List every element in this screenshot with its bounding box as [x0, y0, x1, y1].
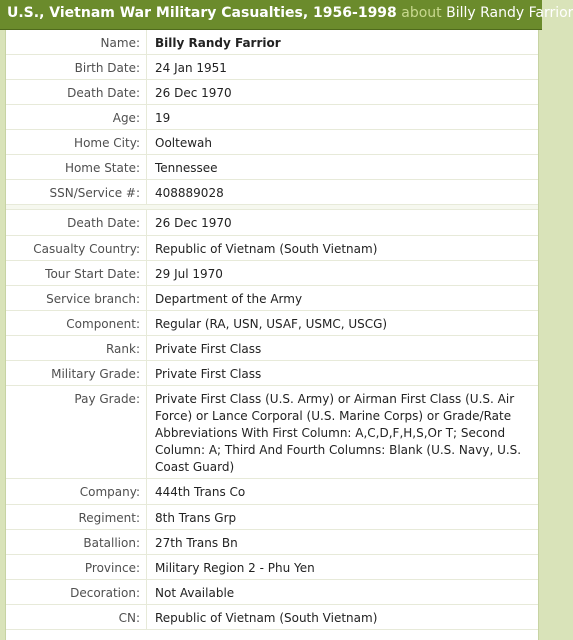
field-value: Regular (RA, USN, USAF, USMC, USCG) — [146, 311, 538, 335]
field-value: 26 Dec 1970 — [146, 210, 538, 235]
field-label: Component: — [66, 317, 140, 331]
field-row-home-state — [6, 155, 538, 180]
field-value: Department of the Army — [146, 286, 538, 310]
field-value: 19 — [146, 105, 538, 129]
field-label: Pay Grade: — [74, 392, 140, 406]
field-row-regiment — [6, 505, 538, 530]
field-value: Billy Randy Farrior — [146, 30, 538, 54]
field-value: 29 Jul 1970 — [146, 261, 538, 285]
field-value: 408889028 — [146, 180, 538, 204]
field-row-name — [6, 30, 538, 55]
field-label: Province: — [84, 561, 140, 575]
field-value: 24 Jan 1951 — [146, 55, 538, 79]
field-label: Batallion: — [83, 536, 140, 550]
field-row-province — [6, 555, 538, 580]
field-row-military-grade — [6, 361, 538, 386]
field-label: Casualty Country: — [33, 242, 140, 256]
field-value: Ooltewah — [146, 130, 538, 154]
field-value: Tennessee — [146, 155, 538, 179]
field-label: Age: — [112, 111, 140, 125]
field-row-decoration — [6, 580, 538, 605]
field-label: Service branch: — [46, 292, 140, 306]
field-row-casualty-country — [6, 236, 538, 261]
field-label: Home State: — [64, 161, 140, 175]
field-row-tour-start-date — [6, 261, 538, 286]
field-label: CN: — [118, 611, 140, 625]
field-label: Tour Start Date: — [45, 267, 140, 281]
field-value: 27th Trans Bn — [146, 530, 538, 554]
field-label: Decoration: — [70, 586, 140, 600]
field-row-home-city — [6, 130, 538, 155]
about-label: about — [401, 5, 442, 21]
collection-title[interactable]: U.S., Vietnam War Military Casualties, 1956-1998 — [7, 5, 397, 21]
field-value: 26 Dec 1970 — [146, 80, 538, 104]
person-name-heading: Billy Randy Farrior — [446, 5, 573, 21]
field-value: Private First Class — [146, 361, 538, 385]
field-label: Company: — [79, 485, 140, 499]
field-row-age — [6, 105, 538, 130]
field-label: Rank: — [105, 342, 140, 356]
field-row-death-date — [6, 80, 538, 105]
field-row-cn — [6, 605, 538, 630]
field-row-company — [6, 479, 538, 505]
field-row-batallion — [6, 530, 538, 555]
field-value: Republic of Vietnam (South Vietnam) — [146, 605, 538, 629]
field-value: 444th Trans Co — [146, 479, 538, 504]
field-label: Death Date: — [67, 216, 140, 230]
field-row-birth-date — [6, 55, 538, 80]
field-row-death-date — [6, 210, 538, 236]
field-label: Military Grade: — [51, 367, 140, 381]
field-value: Republic of Vietnam (South Vietnam) — [146, 236, 538, 260]
personal-info-section — [6, 30, 538, 205]
field-row-ssn-service — [6, 180, 538, 205]
field-row-rank — [6, 336, 538, 361]
field-label: Name: — [100, 36, 140, 50]
field-value: Private First Class — [146, 336, 538, 360]
field-label: Birth Date: — [74, 61, 140, 75]
field-label: Home City: — [74, 136, 140, 150]
field-label: Death Date: — [67, 86, 140, 100]
field-value: Not Available — [146, 580, 538, 604]
field-value: 8th Trans Grp — [146, 505, 538, 529]
field-row-pay-grade — [6, 386, 538, 479]
field-row-service-branch — [6, 286, 538, 311]
record-details-table — [5, 30, 539, 640]
field-row-component — [6, 311, 538, 336]
field-label: SSN/Service #: — [49, 186, 140, 200]
field-value: Private First Class (U.S. Army) or Airman First Class (U.S. Air Force) or Lance Corporal (U.S. Marine Corps) or Grade/Rate Abbreviations With First Column: A,C,D,F,H,S,Or T; Second Column: A; Third And Fourth Columns: Blank (U.S. Navy, U.S. Coast Guard) — [146, 386, 538, 478]
field-label: Regiment: — [78, 511, 140, 525]
record-header — [0, 0, 573, 30]
service-info-section — [6, 210, 538, 630]
field-value: Military Region 2 - Phu Yen — [146, 555, 538, 579]
